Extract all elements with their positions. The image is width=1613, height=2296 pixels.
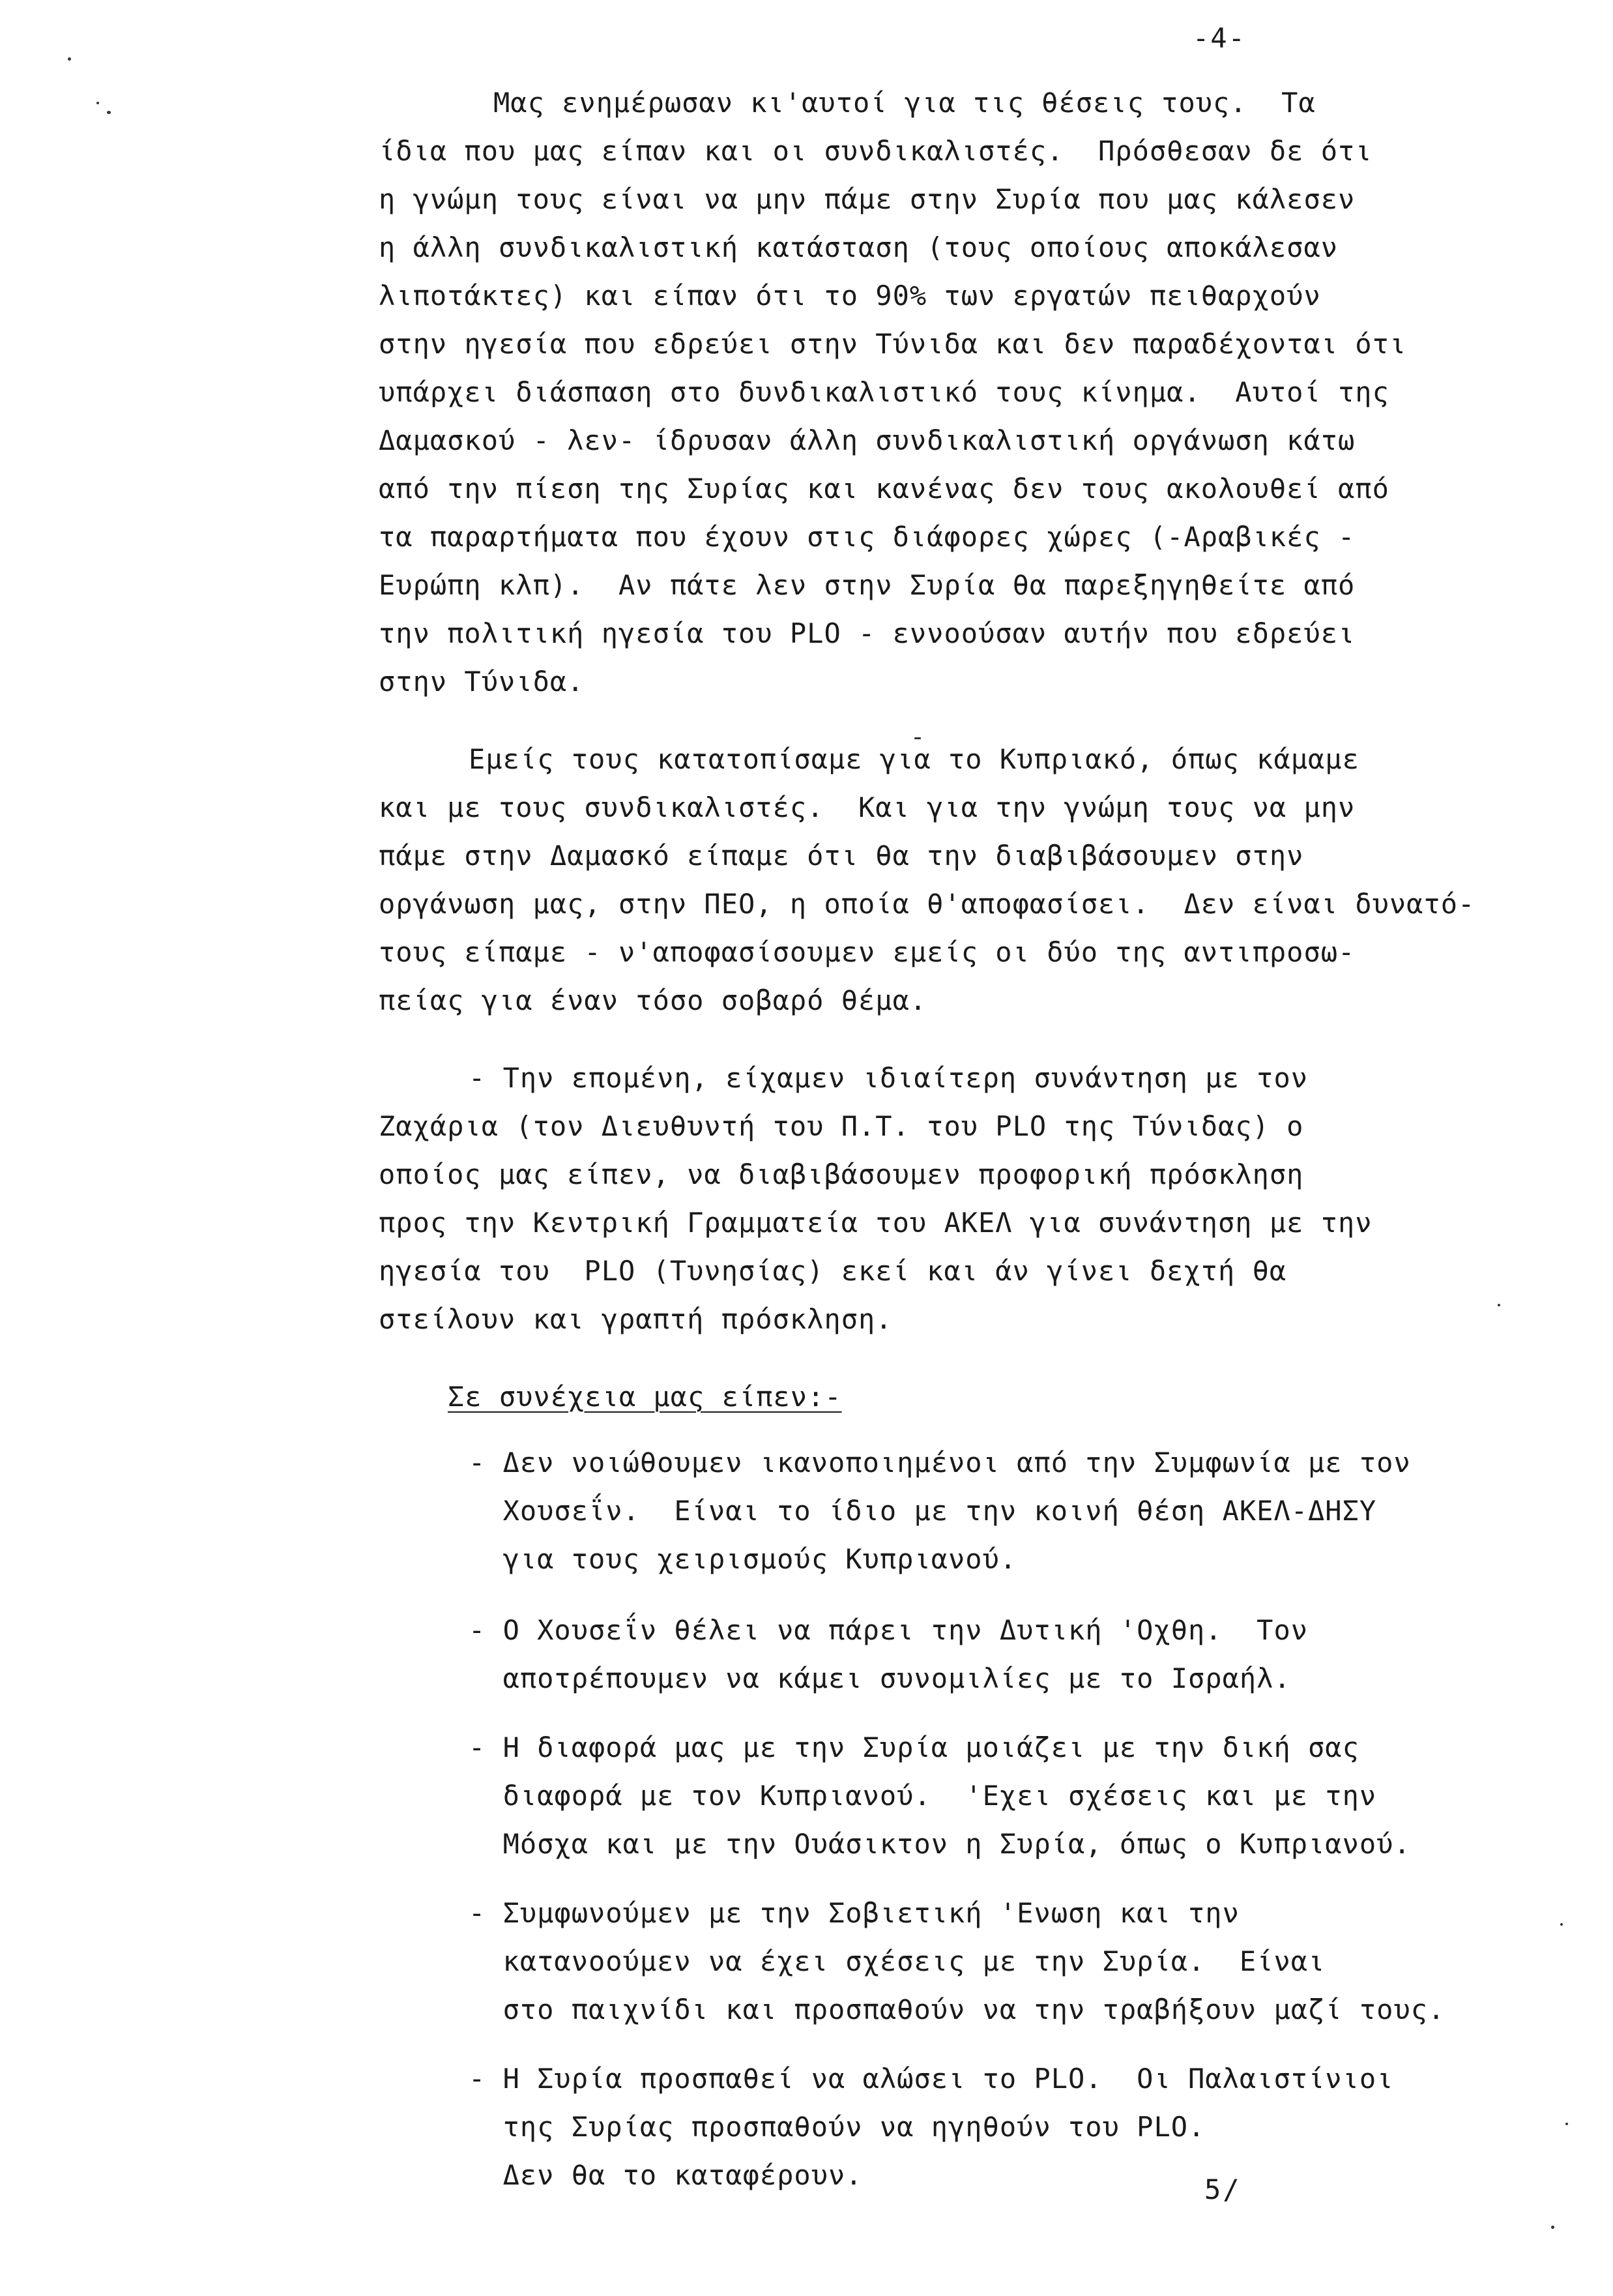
text-line: τους είπαμε - ν'αποφασίσουμεν εμείς οι δύο της αντιπροσω-	[379, 936, 1356, 968]
text-line: στο παιχνίδι και προσπαθούν να την τραβήξουν μαζί τους.	[469, 1994, 1446, 2025]
text-line: αποτρέπουμεν να κάμει συνομιλίες με το Ισραήλ.	[469, 1662, 1291, 1694]
text-line: - Η διαφορά μας με την Συρία μοιάζει με την δική σας	[469, 1731, 1359, 1763]
text-line: Δεν θα το καταφέρουν.	[469, 2159, 863, 2191]
text-line: πάμε στην Δαμασκό είπαμε ότι θα την διαβιβάσουμεν στην	[379, 840, 1304, 872]
section-subheading: Σε συνέχεια μας είπεν:-	[448, 1381, 842, 1413]
text-line: στην ηγεσία που εδρεύει στην Τύνιδα και δεν παραδέχονται ότι	[379, 328, 1407, 360]
text-line: κατανοούμεν να έχει σχέσεις με την Συρία. Είναι	[469, 1945, 1326, 1977]
text-line: και με τους συνδικαλιστές. Και για την γνώμη τους να μην	[379, 791, 1356, 823]
scan-speck	[1498, 1304, 1500, 1306]
continuation-mark: 5/	[1204, 2173, 1242, 2205]
text-line: Εμείς τους κατατοπίσαμε για το Κυπριακό, όπως κάμαμε	[469, 743, 1359, 775]
text-line: πείας για έναν τόσο σοβαρό θέμα.	[379, 984, 927, 1016]
text-line: της Συρίας προσπαθούν να ηγηθούν του PLO.	[469, 2111, 1206, 2143]
text-line: από την πίεση της Συρίας και κανένας δεν τους ακολουθεί από	[379, 473, 1389, 505]
text-line: η άλλη συνδικαλιστική κατάσταση (τους οποίους αποκάλεσαν	[379, 231, 1339, 263]
text-line: οργάνωση μας, στην ΠΕΟ, η οποία θ'αποφασίσει. Δεν είναι δυνατό-	[379, 888, 1475, 920]
text-line: διαφορά με τον Κυπριανού. 'Εχει σχέσεις και με την	[469, 1780, 1377, 1812]
scan-speck	[1551, 2226, 1554, 2229]
text-line: - Η Συρία προσπαθεί να αλώσει το PLO. Οι Παλαιστίνιοι	[469, 2063, 1394, 2095]
text-line: Ευρώπη κλπ). Αν πάτε λεν στην Συρία θα παρεξηγηθείτε από	[379, 569, 1356, 601]
text-line: - Συμφωνούμεν με την Σοβιετική 'Ενωση και την	[469, 1897, 1240, 1929]
text-line: η γνώμη τους είναι να μην πάμε στην Συρία που μας κάλεσεν	[379, 183, 1356, 215]
scan-speck	[1560, 1923, 1563, 1926]
scan-speck	[1565, 2123, 1568, 2125]
scan-speck	[96, 102, 99, 104]
text-line: Ζαχάρια (τον Διευθυντή του Π.Τ. του PLO της Τύνιδας) ο	[379, 1110, 1304, 1142]
scan-speck	[107, 111, 111, 114]
text-line: στείλουν και γραπτή πρόσκληση.	[379, 1303, 893, 1335]
text-line: οποίος μας είπεν, να διαβιβάσουμεν προφορική πρόσκληση	[379, 1158, 1304, 1190]
text-line: την πολιτική ηγεσία του PLO - εννοούσαν αυτήν που εδρεύει	[379, 617, 1356, 649]
text-line: λιποτάκτες) και είπαν ότι το 90% των εργατών πειθαρχούν	[379, 280, 1321, 312]
scan-speck	[68, 57, 71, 61]
text-line: Μας ενημέρωσαν κι'αυτοί για τις θέσεις τους. Τα	[493, 87, 1316, 119]
text-line: ηγεσία του PLO (Τυνησίας) εκεί και άν γίνει δεχτή θα	[379, 1255, 1287, 1287]
text-line: - Δεν νοιώθουμεν ικανοποιημένοι από την Συμφωνία με τον	[469, 1447, 1411, 1479]
text-line: - Ο Χουσεΐν θέλει να πάρει την Δυτική 'Οχθη. Τον	[469, 1614, 1309, 1646]
text-line: υπάρχει διάσπαση στο δυνδικαλιστικό τους κίνημα. Αυτοί της	[379, 376, 1389, 408]
text-line: ίδια που μας είπαν και οι συνδικαλιστές. Πρόσθεσαν δε ότι	[379, 135, 1373, 167]
text-line: Μόσχα και με την Ουάσικτον η Συρία, όπως ο Κυπριανού.	[469, 1828, 1411, 1860]
text-line: Δαμασκού - λεν- ίδρυσαν άλλη συνδικαλιστική οργάνωση κάτω	[379, 424, 1356, 456]
text-line: Χουσεΐν. Είναι το ίδιο με την κοινή θέση ΑΚΕΛ-ΔΗΣΥ	[469, 1495, 1377, 1527]
text-line: τα παραρτήματα που έχουν στις διάφορες χώρες (-Αραβικές -	[379, 521, 1356, 553]
text-line: στην Τύνιδα.	[379, 666, 585, 698]
text-line: για τους χειρισμούς Κυπριανού.	[469, 1543, 1017, 1575]
scan-speck	[914, 737, 921, 739]
page-number: -4-	[1193, 22, 1246, 54]
text-line: - Την επομένη, είχαμεν ιδιαίτερη συνάντηση με τον	[469, 1062, 1309, 1094]
text-line: προς την Κεντρική Γραμματεία του ΑΚΕΛ για συνάντηση με την	[379, 1207, 1373, 1239]
